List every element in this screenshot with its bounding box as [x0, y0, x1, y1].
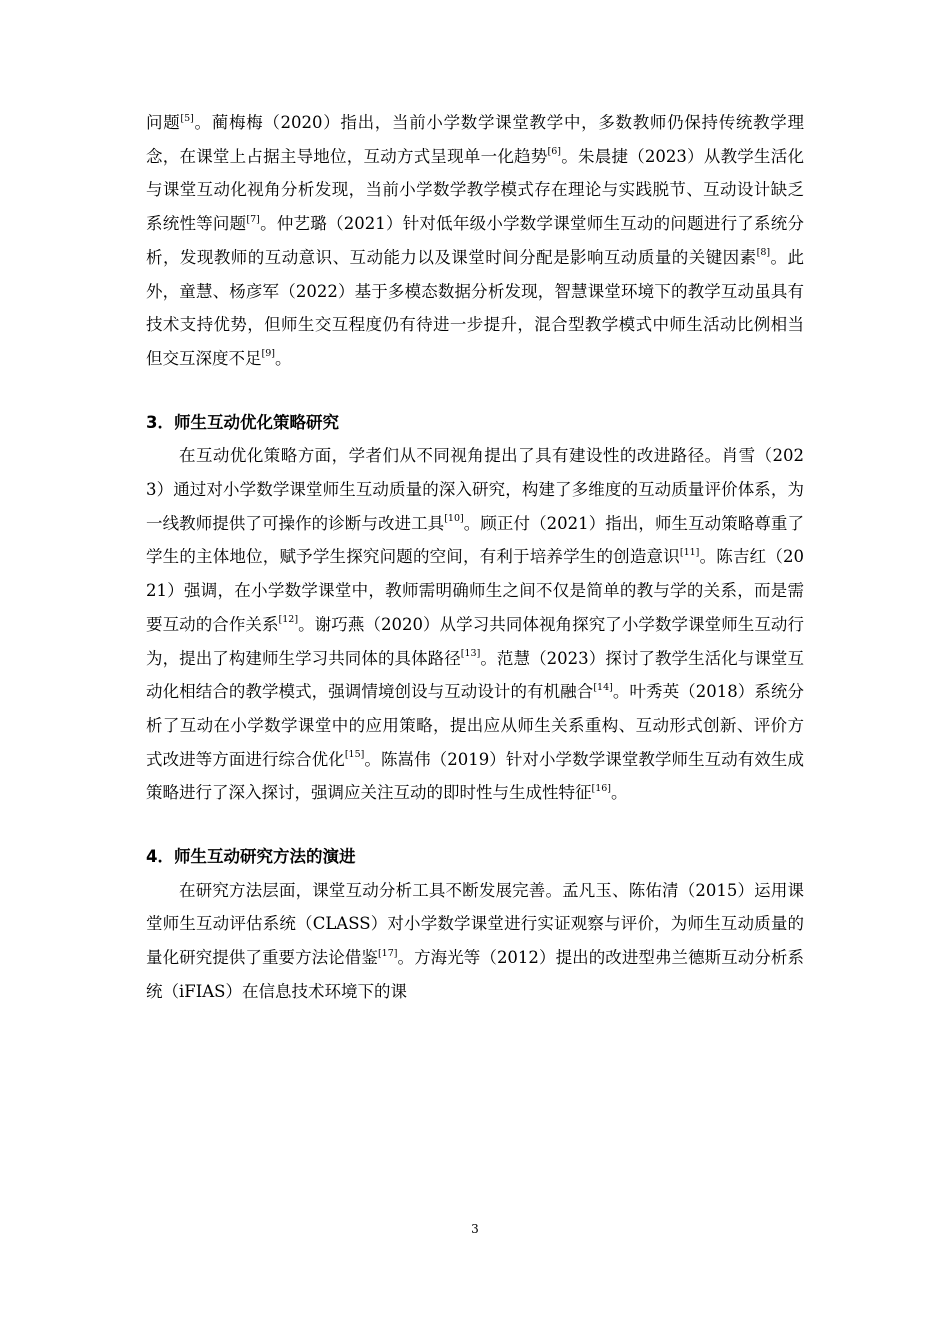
- paragraph-text-run: 。叶秀英（2018）系统分析了互动在小学数学课堂中的应用策略，提出应从师生关系重构、互动形式创新、评价方式改进等方面进行综合优化: [146, 682, 805, 769]
- paragraph-optimization-strategies: [146, 439, 804, 810]
- citation-marker: [15]: [344, 749, 365, 761]
- citation-marker: [13]: [460, 648, 481, 660]
- citation-marker: [5]: [180, 112, 194, 124]
- paragraph-text-run: 。陈嵩伟（2019）针对小学数学课堂教学师生互动有效生成策略进行了深入探讨，强调应关注互动的即时性与生成性特征: [146, 749, 804, 803]
- section-heading-research-methods: 4．师生互动研究方法的演进: [146, 847, 356, 867]
- citation-marker: [14]: [593, 681, 613, 693]
- citation-marker: [9]: [261, 348, 275, 360]
- paragraph-text-run: 。方海光等（2012）提出的改进型弗兰德斯互动分析系统（iFIAS）在信息技术环境下的课: [146, 948, 805, 1001]
- citation-marker: [7]: [246, 213, 260, 225]
- page-number: 3: [471, 1222, 479, 1236]
- paragraph-text-run: 在互动优化策略方面，学者们从不同视角提出了具有建设性的改进路径。肖雪（2023）通过对小学数学课堂师生互动质量的深入研究，构建了多维度的互动质量评价体系，为一线教师提供了可操作的诊断与改进工具: [146, 446, 804, 533]
- citation-marker: [12]: [278, 614, 299, 626]
- paragraph-text-run: 。蔺梅梅（2020）指出，当前小学数学课堂教学中，多数教师仍保持传统教学理念，在课堂上占据主导地位，互动方式呈现单一化趋势: [146, 113, 804, 166]
- citation-marker: [10]: [444, 513, 464, 525]
- paragraph-text-run: 。仲艺璐（2021）针对低年级小学数学课堂师生互动的问题进行了系统分析，发现教师的互动意识、互动能力以及课堂时间分配是影响互动质量的关键因素: [146, 214, 804, 267]
- citation-marker: [11]: [679, 546, 700, 558]
- paragraph-text-run: 。朱晨捷（2023）从教学生活化与课堂互动化视角分析发现，当前小学数学教学模式存在理论与实践脱节、互动设计缺乏系统性等问题: [146, 146, 805, 234]
- citation-marker: [16]: [591, 782, 612, 794]
- paragraph-text-run: 。此外，童慧、杨彦军（2022）基于多模态数据分析发现，智慧课堂环境下的教学互动虽具有技术支持优势，但师生交互程度仍有待进一步提升，混合型教学模式中师生活动比例相当但交互深度不足: [146, 247, 805, 368]
- paragraph-text-run: 。: [611, 783, 628, 803]
- paragraph-text-run: 。顾正付（2021）指出，师生互动策略尊重了学生的主体地位，赋予学生探究问题的空间，有利于培养学生的创造意识: [146, 513, 805, 567]
- paragraph-text-run: 。陈吉红（2021）强调，在小学数学课堂中，教师需明确师生之间不仅是简单的教与学的关系，而是需要互动的合作关系: [146, 547, 805, 634]
- citation-marker: [8]: [756, 247, 771, 259]
- body-column: [146, 106, 804, 1009]
- paragraph-text-run: 。范慧（2023）探讨了教学生活化与课堂互动化相结合的教学模式，强调情境创设与互动设计的有机融合: [146, 648, 804, 702]
- citation-marker: [6]: [547, 146, 562, 158]
- paragraph-text-run: 问题: [146, 113, 181, 132]
- paragraph-interaction-problems: [146, 106, 804, 376]
- paragraph-text-run: 。: [274, 348, 292, 368]
- section-heading-optimization-strategies: 3．师生互动优化策略研究: [146, 412, 339, 432]
- paragraph-research-methods: [146, 874, 804, 1009]
- paragraph-text-run: 。谢巧燕（2020）从学习共同体视角探究了小学数学课堂师生互动行为，提出了构建师生学习共同体的具体路径: [146, 614, 805, 668]
- paragraph-text-run: 在研究方法层面，课堂互动分析工具不断发展完善。孟凡玉、陈佑清（2015）运用课堂师生互动评估系统（CLASS）对小学数学课堂进行实证观察与评价，为师生互动质量的量化研究提供了重要方法论借鉴: [146, 880, 804, 968]
- citation-marker: [17]: [377, 947, 398, 959]
